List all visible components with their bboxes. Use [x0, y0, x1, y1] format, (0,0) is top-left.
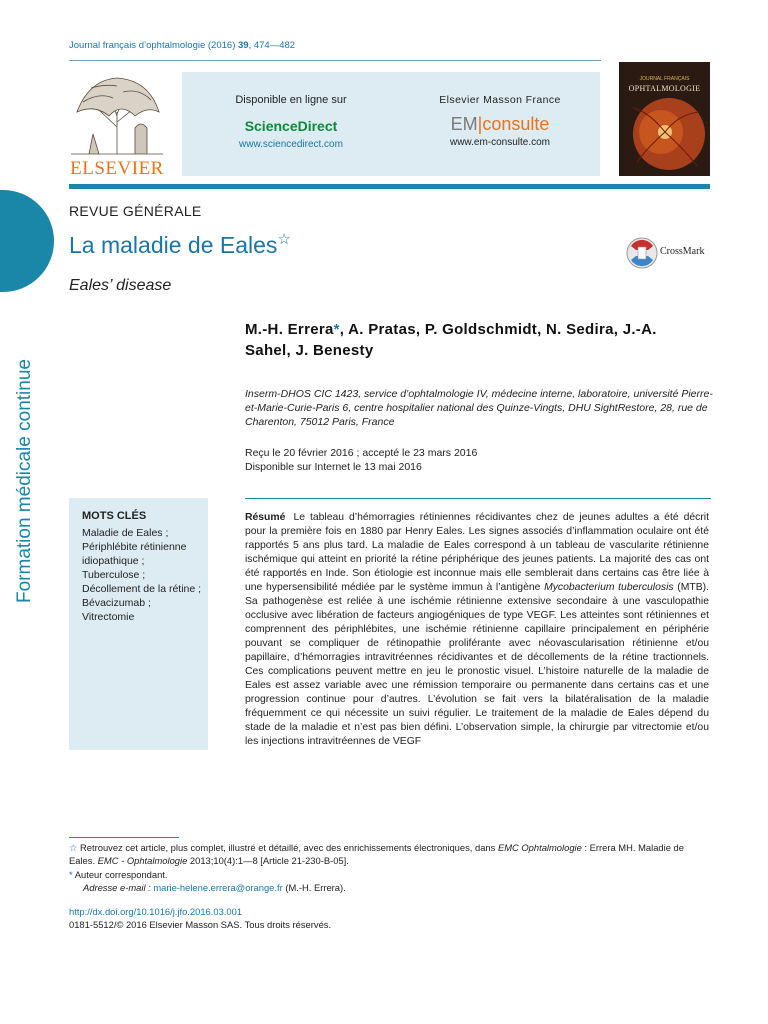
journal-pages: , 474—482 — [248, 40, 296, 51]
keyword-item: Maladie de Eales ; — [82, 527, 169, 539]
other-authors: , A. Pratas, P. Goldschmidt, N. Sedira, J.-A. Sahel, J. Benesty — [245, 321, 657, 359]
article-title-text: La maladie de Eales — [69, 232, 278, 258]
side-tab-shape — [0, 190, 54, 292]
header-thick-rule — [69, 184, 710, 189]
online-label: Disponible en ligne sur — [235, 94, 347, 106]
publisher-label: Elsevier Masson France — [439, 94, 561, 106]
email-link[interactable]: marie-helene.errera@orange.fr — [153, 881, 283, 893]
footnote-text: : Errera MH. Maladie de Eales. — [69, 842, 684, 867]
corresponding-author-marker[interactable]: * — [333, 321, 340, 338]
crossmark-label: CrossMark — [660, 246, 705, 257]
availability-banner — [182, 72, 600, 176]
received-accepted-dates: Reçu le 20 février 2016 ; accepté le 23 mars 2016 — [245, 447, 478, 459]
online-date: Disponible sur Internet le 13 mai 2016 — [245, 461, 422, 473]
keyword-item: Tuberculose ; — [82, 569, 146, 581]
author-list — [245, 319, 705, 361]
keywords-box — [69, 498, 208, 750]
keywords-list — [82, 526, 206, 624]
article-dates — [245, 446, 715, 474]
footnote-journal: EMC - Ophtalmologie — [97, 855, 188, 867]
email-label: Adresse e-mail : — [83, 881, 154, 893]
emconsulte-block — [400, 94, 600, 148]
first-author: M.-H. Errera — [245, 321, 334, 338]
cover-journal-name: OPHTALMOLOGIE — [628, 84, 701, 93]
footnotes — [69, 841, 711, 894]
abstract-label: Résumé — [245, 512, 286, 523]
emconsulte-logo[interactable]: EM|consulte — [450, 114, 550, 134]
abstract-rule — [245, 498, 711, 499]
footnote-journal: EMC Ophtalmologie — [497, 842, 582, 853]
sciencedirect-link[interactable]: www.sciencedirect.com — [239, 139, 343, 150]
abstract-text-1: Le tableau d’hémorragies rétiniennes récidivantes chez de jeunes adultes a été décrit pour la première fois en 1880 par Henry Eales. Les signes associés d’inflammation oculaire ont été rapportés 5 ans plus tard. La maladie de Eales correspond à un tableau de vascularite rétinienne ischémique qui atteint en priorité la rétine périphérique des jeunes patients. La majorité des cas ont été rapportés en Inde. Son étiologie est inconnue mais elle semblerait dans certains cas être liée à une hypersensibilité médiée par le système immun à l’antigène — [245, 512, 709, 593]
abstract — [245, 511, 709, 749]
corresponding-label: Auteur correspondant. — [74, 868, 168, 880]
journal-cover-image — [619, 62, 710, 176]
article-subtitle: Eales’ disease — [69, 277, 172, 294]
footnote-email — [69, 881, 711, 894]
sciencedirect-block — [182, 94, 400, 152]
header-rule — [69, 60, 601, 61]
abstract-italic-term: Mycobacterium tuberculosis — [544, 582, 674, 593]
article-title — [69, 232, 291, 259]
footnote-asterisk-symbol: * — [69, 868, 73, 880]
footnote-text: Retrouvez cet article, plus complet, illustré et détaillé, avec des enrichissements électroniques, dans — [80, 842, 498, 853]
keyword-item: Vitrectomie — [82, 611, 135, 623]
keywords-title: MOTS CLÉS — [82, 510, 147, 522]
keyword-item: Périphlébite rétinienne idiopathique ; — [82, 541, 187, 567]
article-section: REVUE GÉNÉRALE — [69, 203, 202, 219]
footnote-text: 2013;10(4):1—8 [Article 21-230-B-05]. — [187, 855, 349, 867]
footnote-corresponding — [69, 868, 711, 881]
crossmark-badge[interactable] — [626, 236, 716, 270]
footnote-rule — [69, 837, 179, 838]
doi-link[interactable]: http://dx.doi.org/10.1016/j.jfo.2016.03.001 — [69, 906, 243, 917]
crossmark-icon — [626, 236, 658, 270]
sciencedirect-logo[interactable]: ScienceDirect — [244, 118, 338, 134]
keyword-item: Bévacizumab ; — [82, 597, 151, 609]
journal-volume: 39 — [238, 40, 249, 51]
cover-top-line: JOURNAL FRANÇAIS — [639, 76, 690, 82]
footnote-star-symbol: ☆ — [69, 842, 78, 853]
email-suffix: (M.-H. Errera). — [282, 881, 346, 893]
journal-name: Journal français d’ophtalmologie — [69, 40, 206, 51]
emconsulte-link[interactable]: www.em-consulte.com — [449, 137, 551, 148]
footnote-article-note — [69, 841, 711, 868]
journal-year: (2016) — [207, 40, 236, 51]
abstract-text-2: (MTB). Sa pathogenèse est reliée à une ischémie rétinienne extensive secondaire à une vasculopathie occlusive avec libération de facteurs angiogéniques de type VEGF. Les atteintes sont rétiniennes et comprennent des périphlébites, une ischémie rétinienne capillaire principalement en périphérie pouvant se compliquer de rétinopathie proliférante avec néovascularisation rétinienne et/ou papillaire, d’hémorragies intravitréennes récidivantes et de décollements de la rétine tractionnels. Ces complications peuvent mettre en jeu le pronostic visuel. L’histoire naturelle de la maladie de Eales est assez variable avec une rémission temporaire ou permanente dans certains cas et une progression continue pour d’autres. L’évolution se fait vers la bilatéralisation de la maladie fréquemment ce qui nécessite un suivi régulier. Le traitement de la maladie de Eales dépend du stade de la maladie et n’est pas bien défini. L’observation simple, la chirurgie par vitrectomie et/ou les injections intravitréennes de VEGF — [245, 582, 709, 747]
copyright-line: 0181-5512/© 2016 Elsevier Masson SAS. Tous droits réservés. — [69, 919, 332, 930]
elsevier-wordmark: ELSEVIER — [70, 158, 164, 179]
journal-reference — [69, 40, 295, 51]
section-side-label: Formation médicale continue — [14, 359, 35, 603]
keyword-item: Décollement de la rétine ; — [82, 583, 202, 595]
author-affiliation: Inserm-DHOS CIC 1423, service d’ophtalmologie IV, médecine interne, laboratoire, université Pierre-et-Marie-Curie-Paris 6, centre hospitalier national des Quinze-Vingts, DHU SightRestore, 28, rue de Charenton, 75012 Paris, France — [245, 388, 713, 428]
title-footnote-marker[interactable]: ☆ — [277, 231, 291, 248]
